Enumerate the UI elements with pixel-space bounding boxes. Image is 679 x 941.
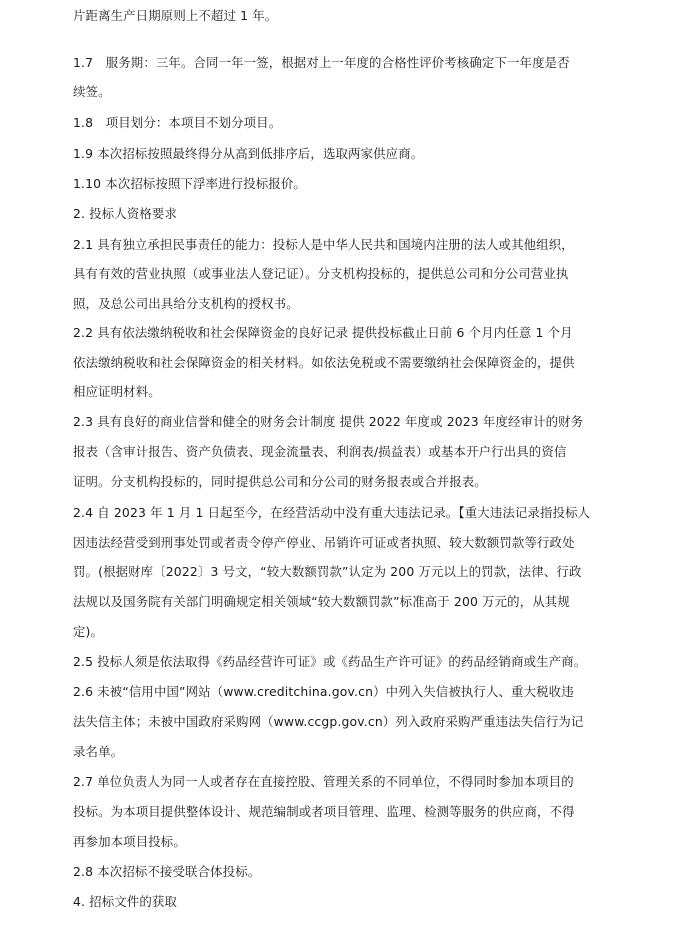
text-line: 1.9 本次招标按照最终得分从高到低排序后，选取两家供应商。: [73, 146, 424, 161]
text-line: 再参加本项目投标。: [73, 834, 186, 849]
text-line: 定)。: [73, 624, 104, 639]
text-line: 2.6 未被“信用中国”网站（www.creditchina.gov.cn）中列入失信被执行人、重大税收违: [73, 684, 574, 699]
text-line: 报表（含审计报告、资产负债表、现金流量表、利润表/损益表）或基本开户行出具的资信: [73, 444, 567, 459]
text-line: 2.3 具有良好的商业信誉和健全的财务会计制度 提供 2022 年度或 2023 年度经审计的财务: [73, 414, 584, 429]
section-heading: 4. 招标文件的获取: [73, 894, 177, 909]
text-line: 法失信主体；未被中国政府采购网（www.ccgp.gov.cn）列入政府采购严重违法失信行为记: [73, 714, 584, 729]
text-line: 证明。分支机构投标的，同时提供总公司和分公司的财务报表或合并报表。: [73, 474, 487, 489]
text-line: 2.1 具有独立承担民事责任的能力：投标人是中华人民共和国境内注册的法人或其他组织，: [73, 237, 574, 252]
text-line: 因违法经营受到刑事处罚或者责令停产停业、吊销许可证或者执照、较大数额罚款等行政处: [73, 535, 575, 550]
text-line: 法规以及国务院有关部门明确规定相关领域“较大数额罚款”标准高于 200 万元的，从其规: [73, 594, 570, 609]
text-line: 2.7 单位负责人为同一人或者存在直接控股、管理关系的不同单位，不得同时参加本项目的: [73, 774, 574, 789]
text-line: 2.2 具有依法缴纳税收和社会保障资金的良好记录 提供投标截止日前 6 个月内任意 1 个月: [73, 325, 573, 340]
text-line: 1.8 项目划分：本项目不划分项目。: [73, 115, 282, 130]
text-line: 续签。: [73, 84, 111, 99]
text-line: 具有有效的营业执照（或事业法人登记证）。分支机构投标的，提供总公司和分公司营业执: [73, 266, 569, 281]
text-line: 录名单。: [73, 744, 124, 759]
text-line: 2.5 投标人须是依法取得《药品经营许可证》或《药品生产许可证》的药品经销商或生产商。: [73, 654, 587, 669]
text-line: 片距离生产日期原则上不超过 1 年。: [73, 8, 278, 23]
text-line: 2.8 本次招标不接受联合体投标。: [73, 864, 261, 879]
text-line: 1.7 服务期：三年。合同一年一签，根据对上一年度的合格性评价考核确定下一年度是否: [73, 55, 570, 70]
text-line: 1.10 本次招标按照下浮率进行投标报价。: [73, 176, 306, 191]
text-line: 2.4 自 2023 年 1 月 1 日起至今，在经营活动中没有重大违法记录。【重大违法记录指投标人: [73, 505, 591, 520]
text-line: 投标。为本项目提供整体设计、规范编制或者项目管理、监理、检测等服务的供应商，不得: [73, 804, 575, 819]
text-line: 罚。(根据财库〔2022〕3 号文，“较大数额罚款”认定为 200 万元以上的罚款，法律、行政: [73, 564, 582, 579]
text-line: 依法缴纳税收和社会保障资金的相关材料。如依法免税或不需要缴纳社会保障资金的，提供: [73, 355, 575, 370]
section-heading: 2. 投标人资格要求: [73, 206, 177, 221]
text-line: 相应证明材料。: [73, 384, 161, 399]
text-line: 照，及总公司出具给分支机构的授权书。: [73, 296, 299, 311]
